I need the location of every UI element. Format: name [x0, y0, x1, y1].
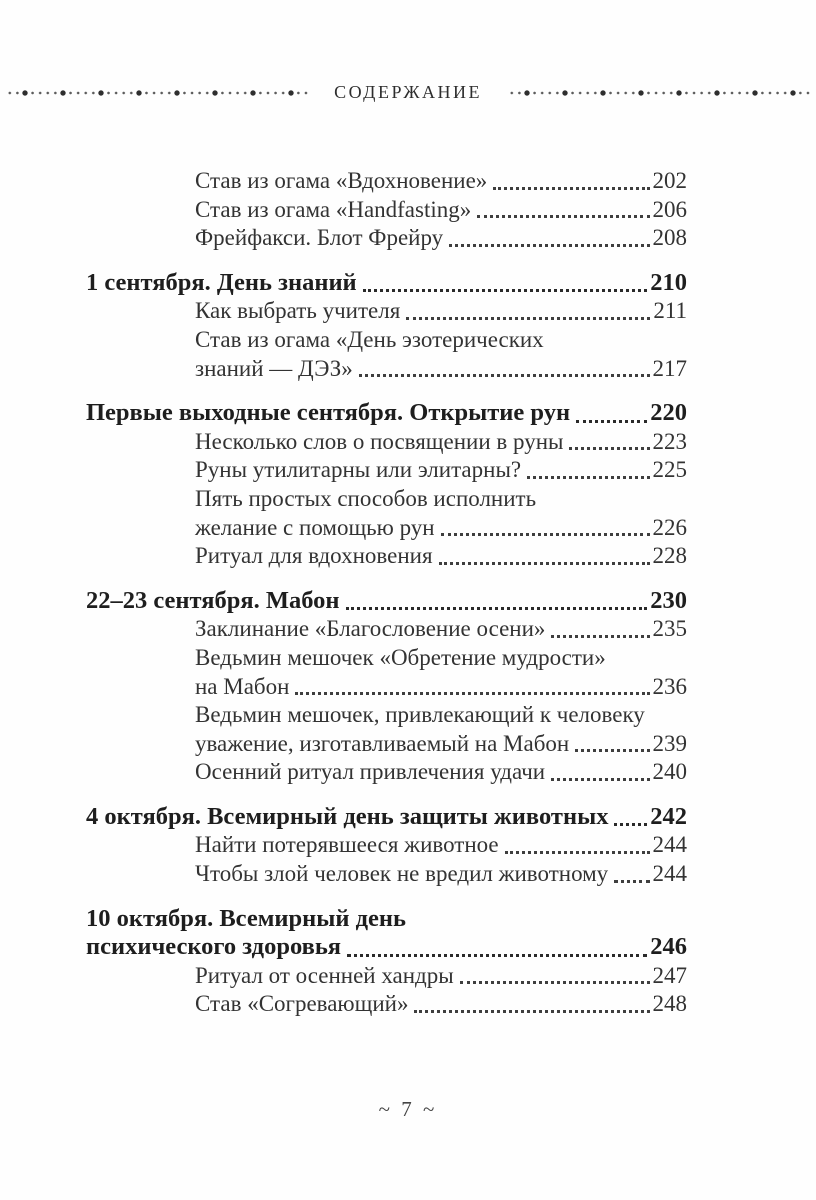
entry-row — [195, 730, 687, 759]
dot-leader — [505, 851, 650, 854]
entry-page-number: 239 — [652, 730, 687, 756]
entry-page-number: 240 — [652, 759, 687, 785]
dot-leader — [346, 607, 648, 610]
dot-leader — [493, 187, 649, 190]
entry-page-number: 208 — [652, 225, 687, 251]
toc-group — [86, 399, 687, 571]
entry-row — [195, 514, 687, 543]
dot-leader — [477, 215, 649, 218]
entry-title: Первые выходные сентября. Открытие рун — [86, 399, 571, 427]
entry-row — [195, 831, 687, 860]
toc-sub-entry — [86, 701, 687, 758]
entry-row — [195, 196, 687, 225]
entry-text-line: Ведьмин мешочек «Обретение мудрости» — [195, 644, 606, 670]
entry-title: 22–23 сентября. Мабон — [86, 586, 340, 614]
toc-sub-entry — [86, 167, 687, 196]
entry-page-number: 242 — [650, 802, 687, 830]
dot-leader — [439, 562, 650, 565]
entry-page-number: 211 — [653, 298, 687, 324]
toc-group — [86, 269, 687, 383]
entry-page-number: 246 — [650, 933, 687, 961]
dot-leader — [569, 447, 649, 450]
toc-sub-entry — [86, 860, 687, 889]
entry-page-number: 235 — [652, 616, 687, 642]
page-number: ~ 7 ~ — [378, 1097, 438, 1121]
dot-leader — [414, 1010, 649, 1013]
toc-group — [86, 587, 687, 787]
entry-title: Став из огама «Вдохновение» — [195, 168, 488, 193]
entry-row — [195, 990, 687, 1019]
dot-leader — [449, 244, 649, 247]
entry-title: психического здоровья — [86, 933, 342, 961]
entry-text-line: 10 октября. Всемирный день — [86, 904, 406, 932]
toc-sub-entry — [86, 485, 687, 542]
entry-row — [86, 399, 687, 428]
entry-row — [195, 355, 687, 384]
dot-leader — [347, 954, 647, 957]
dot-leader — [527, 476, 649, 479]
toc-heading-entry — [86, 587, 687, 616]
entry-title: Ритуал для вдохновения — [195, 543, 433, 569]
entry-page-number: 206 — [652, 196, 687, 222]
entry-row — [195, 297, 687, 326]
entry-page-number: 248 — [652, 991, 687, 1017]
entry-page-number: 217 — [652, 355, 687, 381]
page-header — [4, 82, 812, 103]
entry-row — [195, 456, 687, 485]
entry-row — [195, 962, 687, 991]
entry-page-number: 244 — [652, 832, 687, 858]
entry-page-number: 202 — [652, 168, 687, 193]
entry-row — [195, 673, 687, 702]
dot-leader — [359, 374, 650, 377]
toc-heading-entry — [86, 269, 687, 298]
dot-leader — [614, 823, 647, 826]
dot-leader — [576, 420, 647, 423]
toc-heading-entry — [86, 803, 687, 832]
entry-title: желание с помощью рун — [195, 514, 435, 540]
toc-heading-entry — [86, 905, 687, 962]
dot-leader — [614, 880, 649, 883]
entry-title: 1 сентября. День знаний — [86, 268, 357, 296]
entry-row — [195, 224, 687, 253]
entry-title: Как выбрать учителя — [195, 298, 401, 324]
toc — [86, 167, 687, 1019]
entry-title: 4 октября. Всемирный день защиты животных — [86, 802, 609, 830]
toc-sub-entry — [86, 831, 687, 860]
entry-page-number: 244 — [652, 861, 687, 887]
entry-row — [86, 269, 687, 298]
toc-heading-entry — [86, 399, 687, 428]
dot-leader — [441, 533, 650, 536]
page-title: СОДЕРЖАНИЕ — [334, 82, 482, 102]
entry-title: уважение, изготавливаемый на Мабон — [195, 730, 570, 756]
page-footer — [0, 1097, 816, 1122]
entry-title: Ритуал от осенней хандры — [195, 962, 454, 988]
dot-leader — [551, 778, 649, 781]
toc-sub-entry — [86, 428, 687, 457]
toc-sub-entry — [86, 758, 687, 787]
toc-sub-entry — [86, 615, 687, 644]
entry-text-line: Став из огама «День эзотерических — [195, 326, 544, 352]
entry-row — [195, 615, 687, 644]
entry-title: знаний — ДЭЗ» — [195, 355, 353, 381]
entry-title: Осенний ритуал привлечения удачи — [195, 759, 546, 785]
entry-page-number: 220 — [650, 399, 687, 427]
entry-page-number: 226 — [652, 514, 687, 540]
toc-sub-entry — [86, 326, 687, 383]
entry-page-number: 230 — [650, 586, 687, 614]
entry-title: Чтобы злой человек не вредил животному — [195, 861, 609, 887]
entry-text-line: Пять простых способов исполнить — [195, 485, 537, 511]
entry-title: Найти потерявшееся животное — [195, 832, 499, 858]
entry-row — [195, 758, 687, 787]
toc-group — [86, 803, 687, 889]
dot-leader — [575, 749, 649, 752]
toc-sub-entry — [86, 990, 687, 1019]
entry-text-line: Ведьмин мешочек, привлекающий к человеку — [195, 702, 645, 728]
entry-title: на Мабон — [195, 673, 290, 699]
entry-title: Руны утилитарны или элитарны? — [195, 457, 522, 483]
entry-page-number: 225 — [652, 457, 687, 483]
dot-leader — [460, 981, 650, 984]
toc-sub-entry — [86, 962, 687, 991]
dot-leader — [295, 692, 649, 695]
entry-row — [195, 860, 687, 889]
entry-row — [86, 587, 687, 616]
entry-page-number: 247 — [652, 962, 687, 988]
toc-sub-entry — [86, 224, 687, 253]
toc-sub-entry — [86, 196, 687, 225]
toc-sub-entry — [86, 297, 687, 326]
entry-title: Став из огама «Handfasting» — [195, 196, 472, 222]
toc-sub-entry — [86, 542, 687, 571]
entry-row — [86, 803, 687, 832]
toc-sub-entry — [86, 644, 687, 701]
toc-group — [86, 167, 687, 253]
entry-title: Став «Согревающий» — [195, 991, 409, 1017]
entry-title: Фрейфакси. Блот Фрейру — [195, 225, 444, 251]
entry-row — [195, 542, 687, 571]
dot-leader — [551, 635, 649, 638]
entry-row — [195, 167, 687, 196]
toc-group — [86, 905, 687, 1019]
entry-page-number: 236 — [652, 673, 687, 699]
entry-page-number: 223 — [652, 428, 687, 454]
dot-leader — [406, 317, 650, 320]
decorative-dotted-line-right — [506, 87, 812, 99]
entry-page-number: 210 — [650, 268, 687, 296]
entry-title: Несколько слов о посвящении в руны — [195, 428, 564, 454]
entry-page-number: 228 — [652, 543, 687, 569]
toc-sub-entry — [86, 456, 687, 485]
entry-row — [86, 933, 687, 962]
decorative-dotted-line-left — [4, 87, 310, 99]
entry-row — [195, 428, 687, 457]
entry-title: Заклинание «Благословение осени» — [195, 616, 546, 642]
dot-leader — [363, 289, 648, 292]
